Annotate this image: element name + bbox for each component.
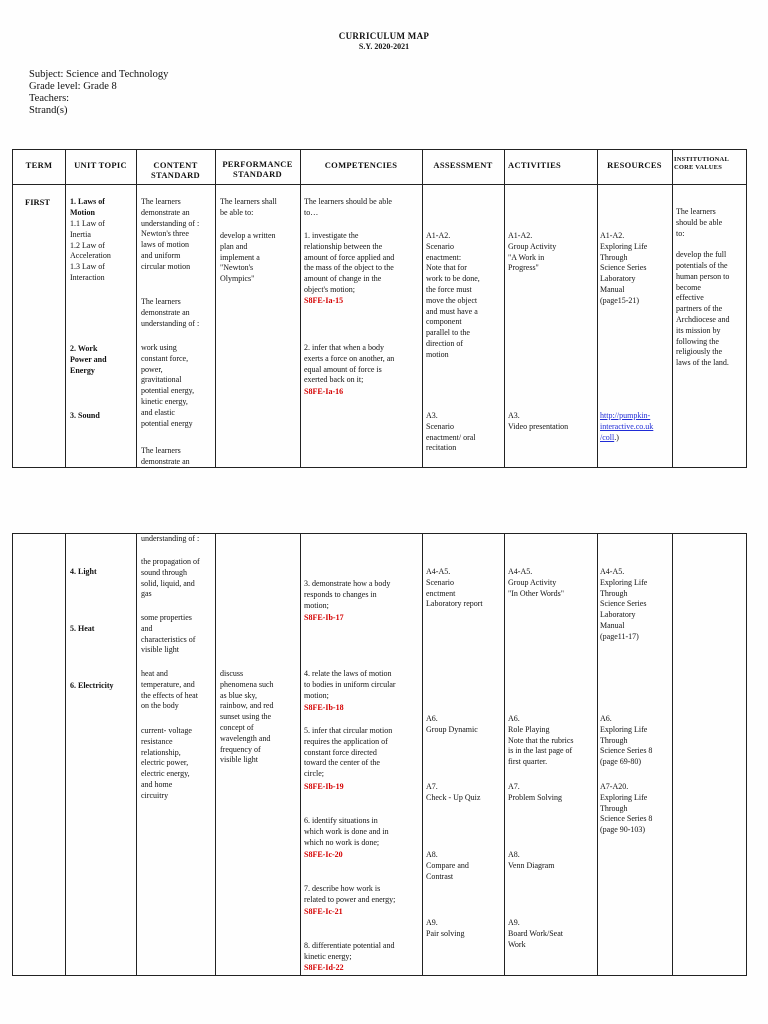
competency-3: 3. demonstrate how a body responds to changes in motion; [304, 579, 391, 610]
content-standard-2: The learners demonstrate an understanding of : [141, 297, 200, 328]
assessment-a7: A7. Check - Up Quiz [426, 782, 481, 802]
topic-heat: 5. Heat [70, 624, 95, 633]
competency-2-code: S8FE-Ia-16 [304, 387, 344, 396]
resource-link-tail: .) [614, 432, 619, 442]
topic-laws-of-motion: 1. Laws of Motion [70, 197, 105, 217]
col-header-activities: ACTIVITIES [508, 160, 562, 170]
assessment-a6: A6. Group Dynamic [426, 714, 478, 734]
term-first: FIRST [25, 197, 51, 207]
competency-7: 7. describe how work is related to power and energy; [304, 884, 396, 904]
resource-a6: A6. Exploring Life Through Science Series 8 (page 69-80) [600, 714, 653, 767]
content-standard-heat: heat and temperature, and the effects of heat on the body [141, 669, 198, 711]
curriculum-table-2 [12, 533, 747, 976]
activity-a8: A8. Venn Diagram [508, 850, 555, 870]
subject-line: Subject: Science and Technology [29, 69, 169, 80]
activity-a9: A9. Board Work/Seat Work [508, 918, 563, 949]
content-standard-1: The learners demonstrate an understanding of : Newton's three laws of motion and uniform circular motion [141, 197, 200, 271]
content-standard-4: The learners demonstrate an [141, 446, 190, 466]
teachers-line: Teachers: [29, 93, 70, 104]
competency-1: 1. investigate the relationship between the amount of force applied and the mass of the object to the amount of change in the object's motion; [304, 231, 395, 294]
performance-standard-intro: The learners shall be able to: [220, 197, 277, 217]
topic-sound: 3. Sound [70, 411, 100, 420]
topic-electricity: 6. Electricity [70, 681, 114, 690]
content-standard-light: some properties and characteristics of visible light [141, 613, 196, 655]
curriculum-table-1 [12, 149, 747, 468]
strand-line: Strand(s) [29, 105, 68, 116]
competency-1-code: S8FE-Ia-15 [304, 296, 344, 305]
competency-8: 8. differentiate potential and kinetic energy; [304, 941, 395, 961]
document-title: CURRICULUM MAP [338, 31, 430, 41]
resource-a4-a5: A4-A5. Exploring Life Through Science Series Laboratory Manual (page11-17) [600, 567, 648, 641]
col-header-content-standard: CONTENT STANDARD [151, 160, 200, 180]
content-standard-continued: understanding of : [141, 534, 200, 543]
activity-a3: A3. Video presentation [508, 411, 569, 431]
competency-7-code: S8FE-Ic-21 [304, 907, 343, 916]
core-values-text: The learners should be able to: develop the full potentials of the human person to become effective partners of the Archdiocese and its mission by following the religiously the laws of the land. [676, 207, 730, 368]
competency-6: 6. identify situations in which work is done and in which no work is done; [304, 816, 389, 847]
competency-3-code: S8FE-Ib-17 [304, 613, 344, 622]
competency-5-code: S8FE-Ib-19 [304, 782, 344, 791]
activity-a1-a2: A1-A2. Group Activity "A Work in Progress" [508, 231, 557, 273]
col-header-assessment: ASSESSMENT [433, 160, 493, 170]
col-header-core-values: INSTITUTIONAL CORE VALUES [674, 156, 729, 171]
col-header-competencies: COMPETENCIES [324, 160, 398, 170]
col-header-term: TERM [25, 160, 53, 170]
competency-2: 2. infer that when a body exerts a force on another, an equal amount of force is exerted back on it; [304, 343, 395, 385]
content-standard-3: work using constant force, power, gravitational potential energy, kinetic energy, and elastic potential energy [141, 343, 195, 428]
resource-a3 [600, 411, 653, 443]
col-header-resources: RESOURCES [607, 160, 662, 170]
content-standard-electricity: current- voltage resistance relationship, electric power, electric energy, and home circuitry [141, 726, 192, 800]
resource-a1-a2: A1-A2. Exploring Life Through Science Series Laboratory Manual (page15-21) [600, 231, 648, 305]
activity-a6: A6. Role Playing Note that the rubrics is in the last page of first quarter. [508, 714, 574, 767]
activity-a4-a5: A4-A5. Group Activity "In Other Words" [508, 567, 564, 598]
topic-light: 4. Light [70, 567, 97, 576]
assessment-a8: A8. Compare and Contrast [426, 850, 469, 881]
competency-6-code: S8FE-Ic-20 [304, 850, 343, 859]
school-year: S.Y. 2020-2021 [358, 42, 410, 51]
performance-standard-light: discuss phenomena such as blue sky, rainbow, and red sunset using the concept of wavelength and frequency of visible light [220, 669, 274, 765]
grade-level-line: Grade level: Grade 8 [29, 81, 117, 92]
topic-work-power-energy: 2. Work Power and Energy [70, 344, 107, 375]
resource-a7-a20: A7-A20. Exploring Life Through Science Series 8 (page 90-103) [600, 782, 653, 835]
competency-5: 5. infer that circular motion requires the application of constant force directed toward the center of the circle; [304, 726, 393, 779]
assessment-a1-a2: A1-A2. Scenario enactment: Note that for work to be done, the force must move the object and must have a component parallel to the direction of motion [426, 231, 480, 359]
resource-link[interactable]: http://pumpkin- interactive.co.uk /coll [600, 411, 654, 442]
competencies-intro: The learners should be able to… [304, 197, 392, 217]
col-header-performance-standard: PERFORMANCE STANDARD [222, 159, 293, 179]
competency-8-code: S8FE-Id-22 [304, 963, 344, 972]
competency-4: 4. relate the laws of motion to bodies in uniform circular motion; [304, 669, 396, 700]
assessment-a9: A9. Pair solving [426, 918, 465, 938]
assessment-a3: A3. Scenario enactment/ oral recitation [426, 411, 476, 453]
topic-laws-of-motion-subtopics: 1.1 Law of Inertia 1.2 Law of Acceleration 1.3 Law of Interaction [70, 219, 111, 282]
activity-a7: A7. Problem Solving [508, 782, 563, 802]
performance-standard-1: develop a written plan and implement a "Newton's Olympics" [220, 231, 276, 284]
competency-4-code: S8FE-Ib-18 [304, 703, 344, 712]
content-standard-sound: the propagation of sound through solid, liquid, and gas [141, 557, 200, 599]
col-header-unit-topic: UNIT TOPIC [74, 160, 127, 170]
assessment-a4-a5: A4-A5. Scenario enctment Laboratory report [426, 567, 483, 609]
